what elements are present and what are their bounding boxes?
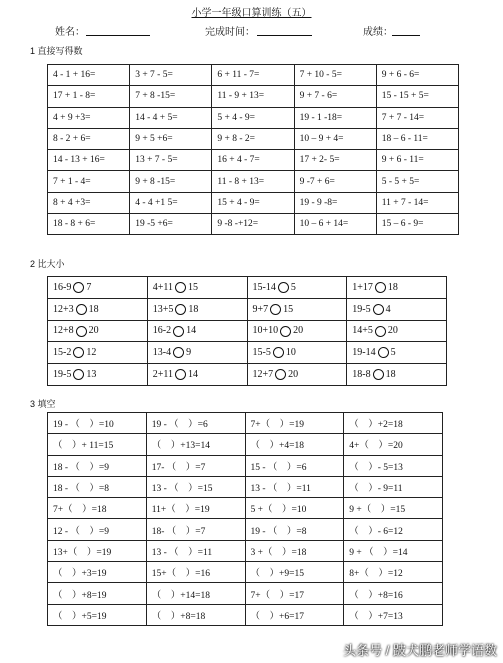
fill-cell[interactable]: 18- （ ）=7: [146, 519, 245, 540]
compare-circle-icon[interactable]: [173, 326, 184, 337]
compare-right: 18: [387, 281, 398, 293]
compare-left: 12+7: [252, 368, 274, 380]
fill-cell[interactable]: 13 - （ ）=15: [146, 476, 245, 497]
fill-cell[interactable]: （ ）- 6=12: [344, 519, 443, 540]
fill-cell[interactable]: 17- （ ）=7: [146, 455, 245, 476]
calc-cell[interactable]: 9 + 6 - 6=: [376, 65, 458, 86]
name-label: 姓名：: [55, 27, 85, 38]
compare-right: 15: [188, 281, 199, 293]
fill-cell[interactable]: 15+（ ）=16: [146, 562, 245, 583]
compare-right: 18: [188, 303, 199, 315]
name-blank: [86, 35, 150, 36]
compare-cell[interactable]: [347, 320, 447, 342]
compare-right: 5: [390, 347, 396, 359]
score-blank: [392, 35, 420, 36]
fill-cell[interactable]: 18 - （ ）=8: [48, 476, 147, 497]
calc-cell[interactable]: 13 + 7 - 5=: [130, 150, 212, 171]
fill-cell[interactable]: 11+（ ）=19: [146, 498, 245, 519]
fill-cell[interactable]: （ ）- 5=13: [344, 455, 443, 476]
fill-cell[interactable]: （ ）+8=16: [344, 583, 443, 604]
compare-right: 13: [86, 368, 97, 380]
fill-cell[interactable]: （ ）+5=19: [48, 604, 147, 625]
calc-cell[interactable]: 9 + 8 -15=: [130, 171, 212, 192]
fill-cell[interactable]: （ ）+6=17: [245, 604, 344, 625]
compare-cell[interactable]: [48, 298, 148, 320]
compare-circle-icon[interactable]: [76, 326, 87, 337]
fill-cell[interactable]: 7+（ ）=17: [245, 583, 344, 604]
fill-cell[interactable]: 15 - （ ）=6: [245, 455, 344, 476]
compare-circle-icon[interactable]: [73, 369, 84, 380]
compare-circle-icon[interactable]: [375, 326, 386, 337]
compare-circle-icon[interactable]: [76, 304, 87, 315]
score-label: 成绩：: [363, 27, 393, 38]
compare-row: [48, 277, 447, 299]
calc-cell[interactable]: 14 - 13 + 16=: [48, 150, 130, 171]
fill-cell[interactable]: 12 - （ ）=9: [48, 519, 147, 540]
calc-row: [48, 150, 459, 171]
calc-cell[interactable]: 5 + 4 - 9=: [212, 107, 294, 128]
section1-heading: 1 直接写得数: [30, 46, 83, 56]
compare-left: 12+3: [53, 303, 74, 315]
calc-cell[interactable]: 15 - 15 + 5=: [376, 86, 458, 107]
compare-cell[interactable]: [247, 298, 347, 320]
calc-row: [48, 214, 459, 235]
fill-cell[interactable]: 13+（ ）=19: [48, 540, 147, 561]
calc-cell[interactable]: 14 - 4 + 5=: [130, 107, 212, 128]
compare-circle-icon[interactable]: [270, 304, 281, 315]
compare-left: 9+7: [252, 303, 269, 315]
fill-cell[interactable]: 18 - （ ）=9: [48, 455, 147, 476]
calc-row: [48, 65, 459, 86]
compare-cell[interactable]: [147, 298, 247, 320]
direct-calc-table: [47, 64, 459, 235]
compare-circle-icon[interactable]: [275, 369, 286, 380]
compare-left: 16-9: [53, 281, 72, 293]
section2-heading: 2 比大小: [30, 259, 65, 269]
calc-cell[interactable]: 15 + 4 - 9=: [212, 192, 294, 213]
section3-heading: 3 填空: [30, 399, 56, 409]
calc-cell[interactable]: 7 + 7 - 14=: [376, 107, 458, 128]
compare-cell[interactable]: [347, 298, 447, 320]
compare-right: 9: [186, 347, 192, 359]
compare-circle-icon[interactable]: [373, 304, 384, 315]
compare-left: 19-5: [352, 303, 371, 315]
compare-left: 4+11: [152, 281, 174, 293]
fill-cell[interactable]: （ ）+4=18: [245, 434, 344, 455]
compare-circle-icon[interactable]: [375, 282, 386, 293]
calc-cell[interactable]: 15 – 6 - 9=: [376, 214, 458, 235]
compare-left: 19-5: [53, 368, 72, 380]
calc-cell[interactable]: 8 - 2 + 6=: [48, 128, 130, 149]
fill-cell[interactable]: （ ）+8=18: [146, 604, 245, 625]
compare-cell[interactable]: [247, 277, 347, 299]
calc-cell[interactable]: 9 + 5 +6=: [130, 128, 212, 149]
fill-cell[interactable]: 8+（ ）=12: [344, 562, 443, 583]
calc-cell[interactable]: 9 + 6 - 11=: [376, 150, 458, 171]
compare-circle-icon[interactable]: [73, 347, 84, 358]
calc-cell[interactable]: 9 + 8 - 2=: [212, 128, 294, 149]
compare-circle-icon[interactable]: [273, 347, 284, 358]
compare-table: [47, 276, 447, 386]
fill-row: [48, 413, 443, 434]
calc-row: [48, 107, 459, 128]
compare-left: 10+10: [252, 325, 279, 337]
compare-circle-icon[interactable]: [278, 282, 289, 293]
compare-row: [48, 320, 447, 342]
compare-cell[interactable]: [147, 364, 247, 386]
fill-row: [48, 498, 443, 519]
compare-left: 15-2: [53, 347, 72, 359]
compare-left: 13-4: [152, 347, 172, 359]
compare-left: 12+8: [53, 325, 74, 337]
compare-circle-icon[interactable]: [173, 347, 184, 358]
compare-circle-icon[interactable]: [175, 304, 186, 315]
compare-right: 18: [385, 368, 396, 380]
calc-cell[interactable]: 8 + 4 +3=: [48, 192, 130, 213]
compare-right: 12: [86, 347, 97, 359]
compare-circle-icon[interactable]: [373, 369, 384, 380]
info-line: [0, 23, 503, 39]
compare-left: 13+5: [152, 303, 174, 315]
calc-cell[interactable]: 19 - 9 -8=: [294, 192, 376, 213]
compare-circle-icon[interactable]: [175, 369, 186, 380]
compare-row: [48, 364, 447, 386]
compare-left: 18-8: [352, 368, 371, 380]
compare-cell[interactable]: [48, 342, 148, 364]
fill-row: [48, 476, 443, 497]
fill-cell[interactable]: 13 - （ ）=11: [146, 540, 245, 561]
calc-cell[interactable]: 7 + 1 - 4=: [48, 171, 130, 192]
calc-cell[interactable]: 18 – 6 - 11=: [376, 128, 458, 149]
fill-row: [48, 434, 443, 455]
calc-cell[interactable]: 11 - 9 + 13=: [212, 86, 294, 107]
compare-cell[interactable]: [48, 364, 148, 386]
fill-cell[interactable]: 9 + （ ）=14: [344, 540, 443, 561]
fill-cell[interactable]: （ ）+13=14: [146, 434, 245, 455]
compare-right: 4: [385, 303, 391, 315]
compare-cell[interactable]: [247, 342, 347, 364]
compare-cell[interactable]: [147, 277, 247, 299]
fill-cell[interactable]: 9 +（ ）=15: [344, 498, 443, 519]
calc-cell[interactable]: 17 + 1 - 8=: [48, 86, 130, 107]
compare-cell[interactable]: [48, 277, 148, 299]
compare-circle-icon[interactable]: [73, 282, 84, 293]
calc-cell[interactable]: 4 - 1 + 16=: [48, 65, 130, 86]
fill-cell[interactable]: （ ）+7=13: [344, 604, 443, 625]
fill-cell[interactable]: （ ）+3=19: [48, 562, 147, 583]
compare-cell[interactable]: [347, 277, 447, 299]
calc-cell[interactable]: 9 -8 -+12=: [212, 214, 294, 235]
fill-row: [48, 583, 443, 604]
compare-cell[interactable]: [347, 342, 447, 364]
calc-cell[interactable]: 9 -7 + 6=: [294, 171, 376, 192]
compare-left: 15-14: [252, 281, 276, 293]
compare-left: 19-14: [352, 347, 376, 359]
calc-cell[interactable]: 6 + 11 - 7=: [212, 65, 294, 86]
fill-cell[interactable]: 5 +（ ）=10: [245, 498, 344, 519]
fill-cell[interactable]: 13 - （ ）=11: [245, 476, 344, 497]
compare-right: 14: [188, 368, 199, 380]
calc-cell[interactable]: 7 + 8 -15=: [130, 86, 212, 107]
fill-cell[interactable]: 7+（ ）=18: [48, 498, 147, 519]
fill-cell[interactable]: 19 - （ ）=6: [146, 413, 245, 434]
calc-cell[interactable]: 18 - 8 + 6=: [48, 214, 130, 235]
calc-row: [48, 192, 459, 213]
compare-cell[interactable]: [147, 320, 247, 342]
calc-cell[interactable]: 7 + 10 - 5=: [294, 65, 376, 86]
calc-cell[interactable]: 4 - 4 +1 5=: [130, 192, 212, 213]
fill-cell[interactable]: 4+（ ）=20: [344, 434, 443, 455]
calc-row: [48, 171, 459, 192]
fill-cell[interactable]: （ ）+8=19: [48, 583, 147, 604]
fill-row: [48, 519, 443, 540]
compare-row: [48, 342, 447, 364]
fill-row: [48, 540, 443, 561]
fill-row: [48, 455, 443, 476]
fill-cell[interactable]: （ ）- 9=11: [344, 476, 443, 497]
compare-row: [48, 298, 447, 320]
calc-cell[interactable]: 17 + 2- 5=: [294, 150, 376, 171]
fill-cell[interactable]: （ ）+14=18: [146, 583, 245, 604]
compare-right: 18: [88, 303, 99, 315]
compare-left: 16-2: [152, 325, 172, 337]
compare-cell[interactable]: [48, 320, 148, 342]
calc-row: [48, 128, 459, 149]
compare-right: 15: [283, 303, 294, 315]
compare-circle-icon[interactable]: [280, 326, 291, 337]
fill-cell[interactable]: 19 - （ ）=10: [48, 413, 147, 434]
fill-row: [48, 604, 443, 625]
compare-left: 1+17: [352, 281, 373, 293]
calc-cell[interactable]: 5 - 5 + 5=: [376, 171, 458, 192]
compare-cell[interactable]: [347, 364, 447, 386]
watermark: 头条号 / 跛犬鹏老师学语数: [343, 643, 497, 658]
compare-right: 14: [186, 325, 197, 337]
calc-cell[interactable]: 9 + 7 - 6=: [294, 86, 376, 107]
page-title: 小学一年级口算训练（五）: [191, 8, 312, 19]
calc-cell[interactable]: 10 – 6 + 14=: [294, 214, 376, 235]
calc-cell[interactable]: 19 -5 +6=: [130, 214, 212, 235]
fill-cell[interactable]: 3 +（ ）=18: [245, 540, 344, 561]
compare-cell[interactable]: [247, 320, 347, 342]
fill-cell[interactable]: （ ）+ 11=15: [48, 434, 147, 455]
compare-cell[interactable]: [147, 342, 247, 364]
fill-blank-table: [47, 412, 443, 626]
compare-right: 5: [290, 281, 296, 293]
time-blank: [257, 35, 312, 36]
calc-cell[interactable]: 3 + 7 - 5=: [130, 65, 212, 86]
fill-cell[interactable]: 7+（ ）=19: [245, 413, 344, 434]
compare-right: 20: [387, 325, 398, 337]
compare-left: 14+5: [352, 325, 373, 337]
fill-cell[interactable]: （ ）+9=15: [245, 562, 344, 583]
compare-circle-icon[interactable]: [175, 282, 186, 293]
compare-right: 7: [86, 281, 92, 293]
calc-cell[interactable]: 11 - 8 + 13=: [212, 171, 294, 192]
time-label: 完成时间：: [205, 27, 255, 38]
calc-cell[interactable]: 10 – 9 + 4=: [294, 128, 376, 149]
compare-left: 2+11: [152, 368, 174, 380]
compare-right: 20: [293, 325, 304, 337]
calc-cell[interactable]: 4 + 9 +3=: [48, 107, 130, 128]
fill-cell[interactable]: 19 - （ ）=8: [245, 519, 344, 540]
compare-circle-icon[interactable]: [378, 347, 389, 358]
calc-cell[interactable]: 11 + 7 - 14=: [376, 192, 458, 213]
compare-right: 20: [88, 325, 99, 337]
compare-cell[interactable]: [247, 364, 347, 386]
compare-left: 15-5: [252, 347, 271, 359]
calc-cell[interactable]: 16 + 4 - 7=: [212, 150, 294, 171]
compare-right: 10: [285, 347, 296, 359]
calc-cell[interactable]: 19 - 1 -18=: [294, 107, 376, 128]
fill-cell[interactable]: （ ）+2=18: [344, 413, 443, 434]
fill-row: [48, 562, 443, 583]
calc-row: [48, 86, 459, 107]
compare-right: 20: [288, 368, 299, 380]
